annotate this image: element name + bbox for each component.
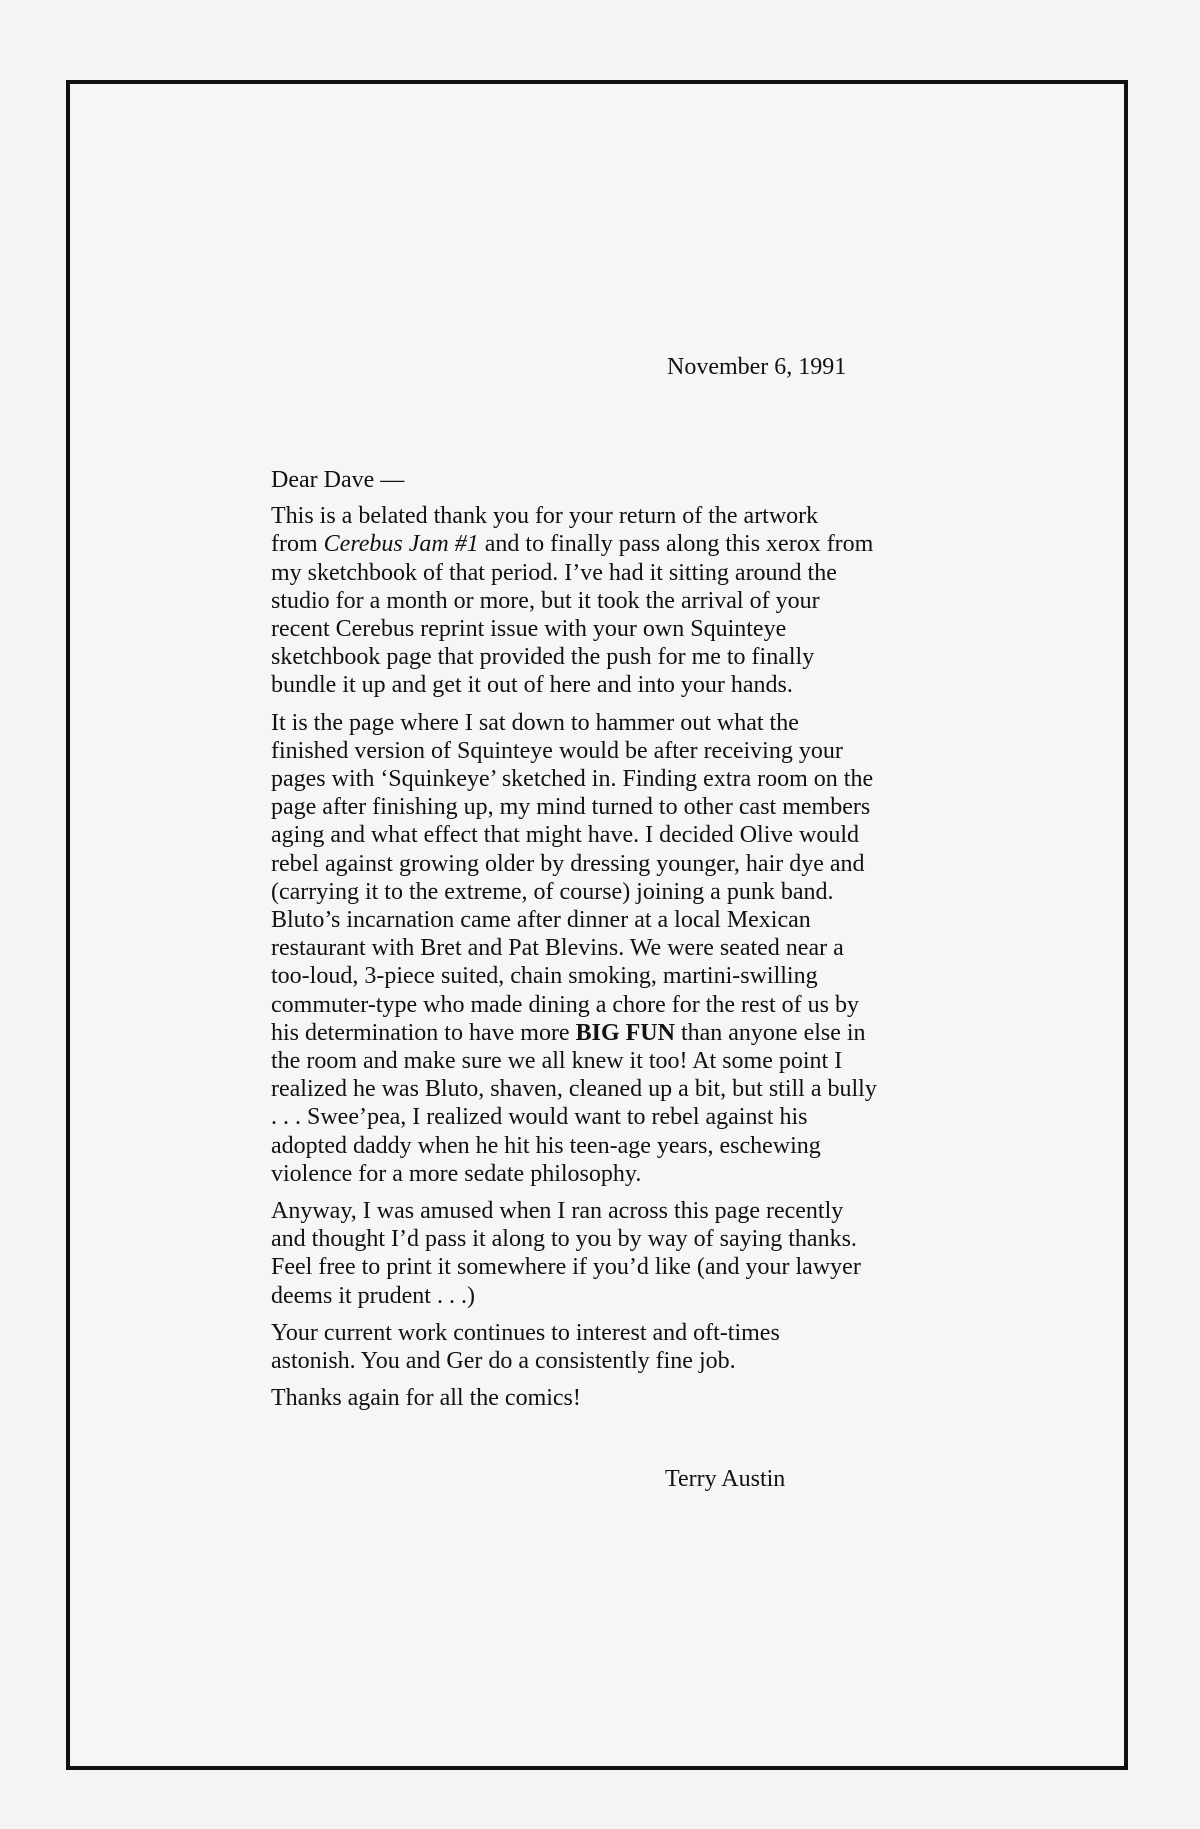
paragraph-line: studio for a month or more, but it took the arrival of your xyxy=(271,587,820,614)
paragraph-line: astonish. You and Ger do a consistently fine job. xyxy=(271,1348,736,1375)
text-run: from xyxy=(271,531,318,558)
paragraph-line: restaurant with Bret and Pat Blevins. We were seated near a xyxy=(271,935,844,962)
italic-title: Cerebus Jam #1 xyxy=(323,531,479,558)
paragraph-line: finished version of Squinteye would be after receiving your xyxy=(271,737,843,764)
letter-date: November 6, 1991 xyxy=(667,354,847,380)
paragraph-5 xyxy=(271,1384,931,1412)
paragraph-line: adopted daddy when he hit his teen-age years, eschewing xyxy=(271,1132,821,1159)
paragraph-line: Thanks again for all the comics! xyxy=(271,1385,581,1412)
text-run: than anyone else in xyxy=(680,1019,866,1046)
paragraph-line: Anyway, I was amused when I ran across this page recently xyxy=(271,1198,844,1225)
paragraph-line: bundle it up and get it out of here and into your hands. xyxy=(271,672,793,699)
paragraph-line: and thought I’d pass it along to you by way of saying thanks. xyxy=(271,1226,857,1253)
paragraph-line: Your current work continues to interest and oft-times xyxy=(271,1319,780,1346)
paragraph-line: It is the page where I sat down to hammer out what the xyxy=(271,709,799,736)
paragraph-2 xyxy=(271,709,931,1188)
paragraph-line: my sketchbook of that period. I’ve had it sitting around the xyxy=(271,559,837,586)
paragraph-line: Feel free to print it somewhere if you’d like (and your lawyer xyxy=(271,1254,861,1281)
text-run: his determination to have more xyxy=(271,1019,570,1046)
paragraph-line: violence for a more sedate philosophy. xyxy=(271,1160,642,1187)
paragraph-line: sketchbook page that provided the push for me to finally xyxy=(271,644,815,671)
paragraph-line: aging and what effect that might have. I decided Olive would xyxy=(271,822,860,849)
paragraph-line: This is a belated thank you for your return of the artwork xyxy=(271,503,819,530)
paragraph-line: . . . Swee’pea, I realized would want to rebel against his xyxy=(271,1104,808,1131)
letter-body xyxy=(271,466,931,1422)
paragraph-line: Bluto’s incarnation came after dinner at a local Mexican xyxy=(271,907,811,934)
paragraph-line: deems it prudent . . .) xyxy=(271,1282,475,1309)
paragraph-line: recent Cerebus reprint issue with your own Squinteye xyxy=(271,616,787,643)
paragraph-3 xyxy=(271,1197,931,1310)
paragraph-1 xyxy=(271,502,931,699)
paragraph-line: realized he was Bluto, shaven, cleaned up a bit, but still a bully xyxy=(271,1076,877,1103)
letter-salutation: Dear Dave — xyxy=(271,467,405,493)
paragraph-line: page after finishing up, my mind turned to other cast members xyxy=(271,794,871,821)
text-run: and to finally pass along this xerox from xyxy=(484,531,874,558)
letter-signature: Terry Austin xyxy=(665,1466,786,1492)
paragraph-line: commuter-type who made dining a chore for the rest of us by xyxy=(271,991,860,1018)
paragraph-line xyxy=(271,1019,931,1047)
paragraph-4 xyxy=(271,1319,931,1375)
paragraph-line: rebel against growing older by dressing younger, hair dye and xyxy=(271,850,865,877)
paragraph-line: pages with ‘Squinkeye’ sketched in. Finding extra room on the xyxy=(271,766,874,793)
paragraph-line xyxy=(271,530,931,558)
paragraph-line: the room and make sure we all knew it too! At some point I xyxy=(271,1048,843,1075)
paragraph-line: (carrying it to the extreme, of course) joining a punk band. xyxy=(271,878,834,905)
bold-emphasis: BIG FUN xyxy=(575,1019,675,1046)
paragraph-line: too-loud, 3-piece suited, chain smoking, martini-swilling xyxy=(271,963,818,990)
